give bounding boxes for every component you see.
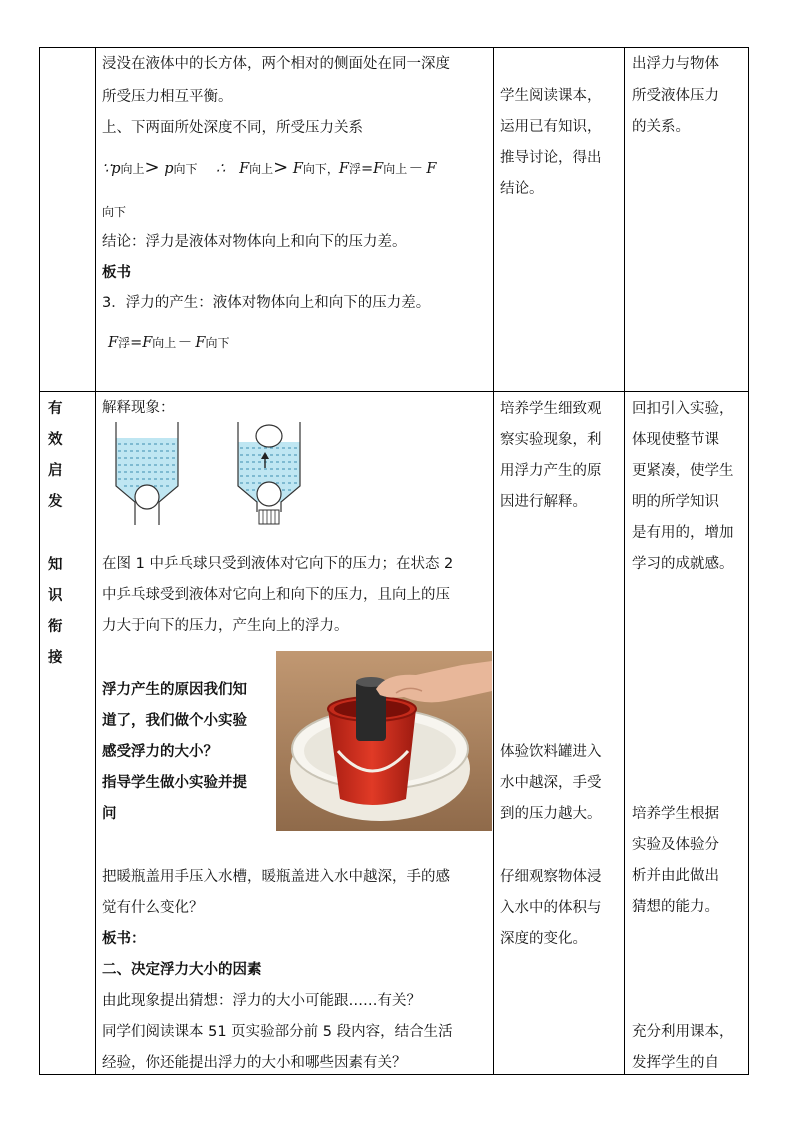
table-border-bottom [39,1074,749,1075]
intent-line: 的关系。 [632,119,690,135]
student-line: 运用已有知识， [500,119,602,135]
explain-heading: 解释现象： [102,400,175,416]
lesson-plan-page: 浸没在液体中的长方体，两个相对的侧面处在同一深度 所受压力相互平衡。 上、下两面所处深度不同，所受压力关系 ∵p向上> p向下 ∴ F向上> F向下，F浮=F向上－ F 向下 结论：浮力是液体对物体向上和向下的压力差。 板书 3．浮力的产生：液体对物体向上和向下的压力差。 F浮=F向上－ F向下 学生阅读课本， 运用已有知识， 推导讨论，得出 结论。 出浮力与物体 所受液体压力 的关系。 有 效 启 发 知 识 衔 接 解释现象： 在图 1 中乒乓球只受到液体对它向下的压力；在状态 2 中乒乓球受到液体对它向上和向下的压力，且向上的压 力大于向下的压力，产生向上的浮力。 浮力产生的原因我们知 道了，我们做个小实验 感受浮力的大小？ 指导学生做小实验并提 问 把暖瓶盖用手压入水槽，暖瓶盖进入水中越深，手的感 觉有什么变化？ 板书： 二、决定浮力大小的因素 由此现象提出猜想：浮力的大小可能跟……有关？ 同学们阅读课本 51 页实验部分前 5 段内容，结合生活 经验，你还能提出浮力的大小和哪些因素有关？ 培养学生细致观 察实验现象，利 用浮力产生的原 因进行解释。 体验饮料罐进入 水中越深，手受 到的压力越大。 仔细观察物体浸 入水中的体积与 深度的变化。 回扣引入实验， 体现使整节课 更紧凑，使学生 明的所学知识 是有用的，增加 学习的成就感。 培养学生根据 实验及体验分 析并由此做出 猜想的能力。 充分利用课本， 发挥学生的自 [0,0,794,1123]
section-heading: 二、决定浮力大小的因素 [102,962,262,978]
board-label: 板书 [102,265,131,281]
student-line: 推导讨论，得出 [500,150,602,166]
table-divider-1 [95,47,96,1075]
content-line: 向下 [102,205,127,219]
table-divider-3 [624,47,625,1075]
intent-line: 出浮力与物体 [632,56,719,72]
ping-pong-ball-diagram [102,418,312,530]
table-border-left [39,47,40,1075]
hand-pressing-lid-photo [276,651,492,831]
point-3-text: 3．浮力的产生：液体对物体向上和向下的压力差。 [102,295,431,311]
buoyancy-formula: F浮=F向上－ F向下 [108,335,230,351]
content-line: 上、下两面所处深度不同，所受压力关系 [102,120,363,136]
hypothesis-text: 由此现象提出猜想：浮力的大小可能跟……有关？ [102,993,421,1009]
table-border-top [39,47,749,48]
content-line: 浸没在液体中的长方体，两个相对的侧面处在同一深度 [102,56,450,72]
content-line: 所受压力相互平衡。 [102,89,233,105]
pressure-relation-formula: ∵p向上> p向下 ∴ F向上> F向下，F浮=F向上－ F [102,157,437,178]
table-border-right [748,47,749,1075]
table-divider-2 [493,47,494,1075]
student-line: 结论。 [500,181,544,197]
conclusion-text: 结论：浮力是液体对物体向上和向下的压力差。 [102,234,407,250]
intent-line: 所受液体压力 [632,88,719,104]
table-row-divider [39,391,749,392]
student-line: 学生阅读课本， [500,88,602,104]
board-label: 板书： [102,931,146,947]
